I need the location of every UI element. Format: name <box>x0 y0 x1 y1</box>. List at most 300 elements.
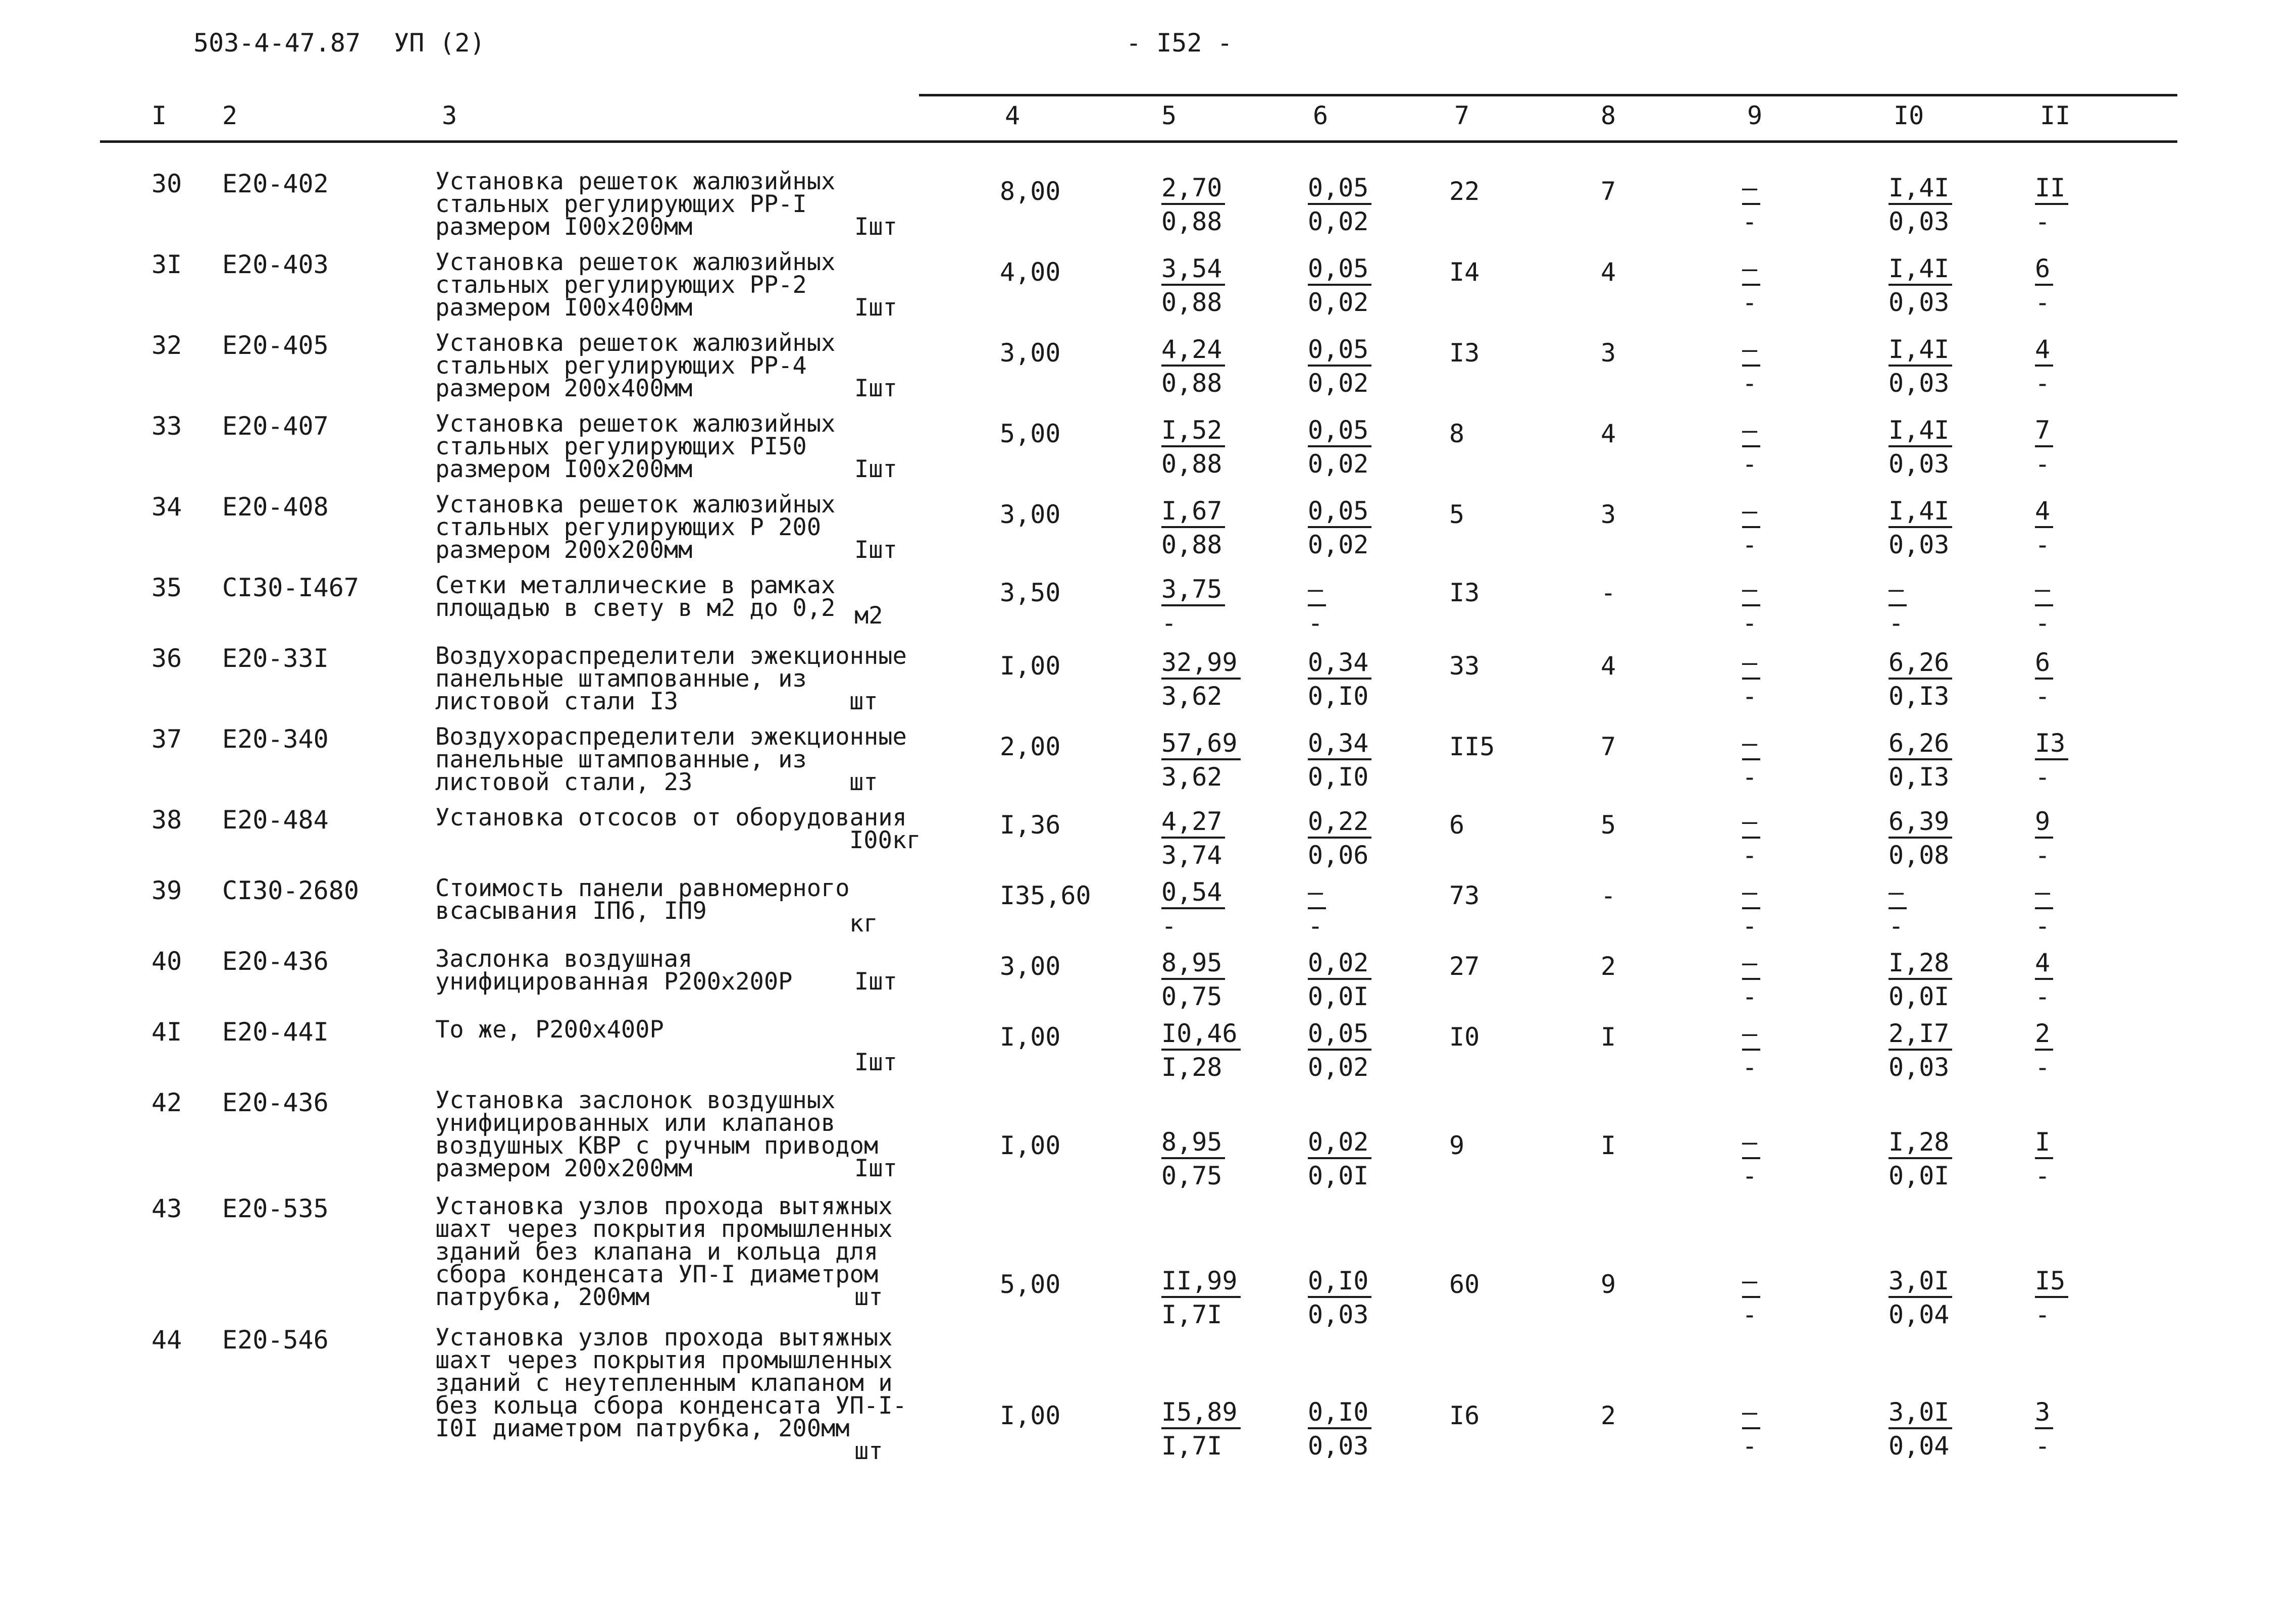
machine-cost-denominator: - <box>1742 530 1758 559</box>
labor-total-numerator: 6 <box>2035 253 2053 286</box>
quantity: 4,00 <box>1000 257 1061 287</box>
total-cost: I3 <box>1449 338 1480 368</box>
cost-per-unit <box>1161 253 1225 319</box>
cost-per-unit-numerator: 8,95 <box>1161 1127 1225 1159</box>
wages-per-unit <box>1308 253 1371 319</box>
machine-cost-denominator: - <box>1742 1300 1758 1329</box>
quantity: 3,00 <box>1000 500 1061 529</box>
labor-per-unit-numerator: 6,39 <box>1889 806 1952 839</box>
rate-code: E20-407 <box>222 411 329 441</box>
rate-code: E20-403 <box>222 250 329 279</box>
labor-total <box>2035 1397 2053 1463</box>
cost-per-unit <box>1161 1018 1241 1084</box>
wages-per-unit <box>1308 728 1371 794</box>
machine-cost-denominator: - <box>1742 982 1758 1011</box>
unit-label: шт <box>849 688 878 715</box>
machine-cost-numerator: – <box>1742 1397 1760 1429</box>
cost-per-unit-denominator: 3,62 <box>1161 762 1222 792</box>
labor-total-denominator: - <box>2035 911 2051 941</box>
work-description: Установка заслонок воздушных унифицированных или клапанов воздушных КВР с ручным приводом размером 200x200мм Iшт <box>435 1086 897 1182</box>
labor-total-numerator: 7 <box>2035 415 2053 447</box>
labor-per-unit-numerator: 3,0I <box>1889 1397 1952 1429</box>
rate-code: E20-405 <box>222 331 329 360</box>
machine-cost <box>1742 415 1760 481</box>
cost-per-unit <box>1161 334 1225 400</box>
labor-per-unit-numerator: I,4I <box>1889 253 1952 286</box>
total-cost: 60 <box>1449 1270 1480 1299</box>
machine-cost-denominator: - <box>1742 207 1758 236</box>
labor-total-denominator: - <box>2035 608 2051 638</box>
row-number: 38 <box>151 805 182 835</box>
machine-cost-numerator: – <box>1742 173 1760 205</box>
row-number: 34 <box>151 492 182 522</box>
machine-cost <box>1742 806 1760 872</box>
total-cost: 9 <box>1449 1131 1465 1160</box>
cost-per-unit <box>1161 574 1225 640</box>
document-section: УП (2) <box>394 28 485 58</box>
total-wages: 3 <box>1601 338 1616 368</box>
quantity: I,00 <box>1000 651 1061 681</box>
rate-code: CI30-I467 <box>222 573 359 602</box>
unit-label: I00кг <box>849 826 921 854</box>
rate-code: E20-436 <box>222 947 329 976</box>
wages-per-unit <box>1308 948 1371 1013</box>
total-wages: 2 <box>1601 952 1616 981</box>
quantity: I,00 <box>1000 1401 1061 1430</box>
cost-per-unit-numerator: 3,75 <box>1161 574 1225 606</box>
cost-per-unit-denominator: I,7I <box>1161 1431 1222 1461</box>
labor-total-numerator: 4 <box>2035 334 2053 367</box>
quantity: I35,60 <box>1000 881 1091 910</box>
wages-per-unit-denominator: 0,02 <box>1308 207 1369 236</box>
total-wages: - <box>1601 881 1616 910</box>
wages-per-unit-numerator: 0,I0 <box>1308 1266 1371 1298</box>
wages-per-unit <box>1308 334 1371 400</box>
labor-total-numerator: 2 <box>2035 1018 2053 1051</box>
cost-per-unit-numerator: I,67 <box>1161 496 1225 528</box>
labor-per-unit <box>1889 877 1907 943</box>
wages-per-unit-numerator: 0,05 <box>1308 253 1371 286</box>
wages-per-unit-denominator: 0,I0 <box>1308 682 1369 711</box>
quantity: 5,00 <box>1000 1270 1061 1299</box>
work-description: Установка отсосов от оборудования I00кг <box>435 804 921 854</box>
wages-per-unit-denominator: 0,I0 <box>1308 762 1369 792</box>
work-description: Стоимость панели равномерного всасывания IП6, IП9 кг <box>435 874 878 938</box>
machine-cost-denominator: - <box>1742 369 1758 398</box>
labor-total <box>2035 877 2053 943</box>
labor-per-unit <box>1889 415 1952 481</box>
wages-per-unit-numerator: 0,05 <box>1308 415 1371 447</box>
machine-cost-numerator: – <box>1742 728 1760 760</box>
labor-total <box>2035 1127 2053 1192</box>
total-cost: I0 <box>1449 1022 1480 1052</box>
total-wages: 7 <box>1601 177 1616 206</box>
machine-cost <box>1742 1266 1760 1331</box>
labor-per-unit <box>1889 334 1952 400</box>
row-number: 30 <box>151 169 182 198</box>
labor-per-unit-denominator: 0,03 <box>1889 449 1950 479</box>
machine-cost <box>1742 948 1760 1013</box>
labor-per-unit <box>1889 574 1907 640</box>
wages-per-unit-denominator: - <box>1308 911 1323 941</box>
cost-per-unit <box>1161 806 1225 872</box>
wages-per-unit <box>1308 1127 1371 1192</box>
row-number: 37 <box>151 724 182 754</box>
wages-per-unit-numerator: 0,05 <box>1308 173 1371 205</box>
total-cost: 8 <box>1449 419 1465 448</box>
rate-code: E20-535 <box>222 1194 329 1223</box>
cost-per-unit-denominator: I,28 <box>1161 1053 1222 1082</box>
labor-total <box>2035 647 2053 713</box>
machine-cost-denominator: - <box>1742 288 1758 317</box>
rate-code: E20-44I <box>222 1017 329 1047</box>
machine-cost-numerator: – <box>1742 496 1760 528</box>
column-header: 6 <box>1313 101 1329 130</box>
column-header: 2 <box>222 101 238 130</box>
cost-per-unit <box>1161 877 1225 943</box>
work-description: Заслонка воздушная унифицированная P200x200P Iшт <box>435 945 897 996</box>
total-wages: I <box>1601 1022 1616 1052</box>
wages-per-unit-denominator: - <box>1308 608 1323 638</box>
total-wages: 5 <box>1601 810 1616 840</box>
row-number: 36 <box>151 644 182 673</box>
machine-cost <box>1742 877 1760 943</box>
cost-per-unit <box>1161 1266 1241 1331</box>
cost-per-unit <box>1161 1397 1241 1463</box>
cost-per-unit-denominator: 0,88 <box>1161 207 1222 236</box>
labor-total-numerator: II <box>2035 173 2068 205</box>
labor-per-unit-denominator: - <box>1889 608 1904 638</box>
unit-label: Iшт <box>854 968 897 996</box>
total-wages: 4 <box>1601 257 1616 287</box>
cost-per-unit <box>1161 1127 1225 1192</box>
cost-per-unit <box>1161 948 1225 1013</box>
machine-cost-denominator: - <box>1742 841 1758 870</box>
labor-total-denominator: - <box>2035 207 2051 236</box>
work-description: То же, P200x400P Iшт <box>435 1016 897 1076</box>
machine-cost-numerator: – <box>1742 948 1760 980</box>
labor-total-numerator: 4 <box>2035 948 2053 980</box>
total-cost: I4 <box>1449 257 1480 287</box>
unit-label: Iшт <box>854 455 897 483</box>
labor-total <box>2035 253 2053 319</box>
labor-per-unit-denominator: 0,03 <box>1889 1053 1950 1082</box>
wages-per-unit <box>1308 574 1326 640</box>
machine-cost <box>1742 334 1760 400</box>
wages-per-unit <box>1308 806 1371 872</box>
labor-total-numerator: 3 <box>2035 1397 2053 1429</box>
machine-cost-denominator: - <box>1742 1431 1758 1461</box>
cost-per-unit-numerator: 2,70 <box>1161 173 1225 205</box>
cost-per-unit-denominator: 0,88 <box>1161 530 1222 559</box>
machine-cost-denominator: - <box>1742 1161 1758 1190</box>
labor-total-numerator: – <box>2035 877 2053 909</box>
labor-total-numerator: I5 <box>2035 1266 2068 1298</box>
total-wages: 9 <box>1601 1270 1616 1299</box>
wages-per-unit-numerator: 0,02 <box>1308 1127 1371 1159</box>
wages-per-unit-numerator: – <box>1308 877 1326 909</box>
labor-per-unit-denominator: 0,03 <box>1889 530 1950 559</box>
unit-label: кг <box>849 910 878 938</box>
machine-cost-numerator: – <box>1742 574 1760 606</box>
work-description: Установка решеток жалюзийных стальных регулирующих PI50 размером I00x200мм Iшт <box>435 410 897 483</box>
cost-per-unit-denominator: I,7I <box>1161 1300 1222 1329</box>
labor-total <box>2035 334 2053 400</box>
machine-cost <box>1742 1397 1760 1463</box>
machine-cost <box>1742 253 1760 319</box>
labor-per-unit-numerator: I,4I <box>1889 415 1952 447</box>
labor-total-denominator: - <box>2035 762 2051 792</box>
labor-total-denominator: - <box>2035 288 2051 317</box>
labor-per-unit <box>1889 496 1952 561</box>
column-header: 8 <box>1601 101 1616 130</box>
labor-per-unit-numerator: – <box>1889 877 1907 909</box>
wages-per-unit-denominator: 0,02 <box>1308 449 1369 479</box>
labor-total-numerator: 4 <box>2035 496 2053 528</box>
cost-per-unit-numerator: I,52 <box>1161 415 1225 447</box>
column-header: 9 <box>1747 101 1763 130</box>
row-number: 33 <box>151 411 182 441</box>
quantity: 8,00 <box>1000 177 1061 206</box>
row-number: 32 <box>151 331 182 360</box>
total-cost: 6 <box>1449 810 1465 840</box>
rate-code: E20-546 <box>222 1325 329 1355</box>
labor-total <box>2035 948 2053 1013</box>
wages-per-unit <box>1308 173 1371 238</box>
cost-per-unit-numerator: 32,99 <box>1161 647 1241 680</box>
wages-per-unit-denominator: 0,0I <box>1308 982 1369 1011</box>
wages-per-unit-numerator: 0,05 <box>1308 496 1371 528</box>
total-wages: 7 <box>1601 732 1616 761</box>
work-description: Воздухораспределители эжекционные панельные штампованные, из листовой стали, 23 шт <box>435 723 907 796</box>
row-number: 35 <box>151 573 182 602</box>
labor-total-denominator: - <box>2035 1161 2051 1190</box>
cost-per-unit-denominator: 0,88 <box>1161 369 1222 398</box>
labor-total <box>2035 496 2053 561</box>
total-wages: 3 <box>1601 500 1616 529</box>
labor-per-unit-denominator: 0,03 <box>1889 207 1950 236</box>
cost-per-unit <box>1161 728 1241 794</box>
labor-per-unit <box>1889 948 1952 1013</box>
wages-per-unit <box>1308 415 1371 481</box>
machine-cost-numerator: – <box>1742 1266 1760 1298</box>
labor-total <box>2035 1018 2053 1084</box>
labor-per-unit-numerator: 3,0I <box>1889 1266 1952 1298</box>
total-wages: 4 <box>1601 419 1616 448</box>
unit-label: Iшт <box>854 375 897 402</box>
machine-cost-denominator: - <box>1742 911 1758 941</box>
wages-per-unit-numerator: 0,05 <box>1308 334 1371 367</box>
machine-cost <box>1742 1018 1760 1084</box>
cost-per-unit-denominator: 3,74 <box>1161 841 1222 870</box>
labor-total-denominator: - <box>2035 682 2051 711</box>
machine-cost-numerator: – <box>1742 253 1760 286</box>
rate-code: E20-436 <box>222 1088 329 1117</box>
row-number: 3I <box>151 250 182 279</box>
wages-per-unit-numerator: 0,05 <box>1308 1018 1371 1051</box>
labor-total-denominator: - <box>2035 1431 2051 1461</box>
total-wages: I <box>1601 1131 1616 1160</box>
machine-cost-denominator: - <box>1742 762 1758 792</box>
labor-per-unit-numerator: I,28 <box>1889 1127 1952 1159</box>
total-cost: 73 <box>1449 881 1480 910</box>
machine-cost-denominator: - <box>1742 449 1758 479</box>
labor-total-denominator: - <box>2035 449 2051 479</box>
labor-total <box>2035 415 2053 481</box>
cost-per-unit-denominator: 0,88 <box>1161 288 1222 317</box>
labor-per-unit-numerator: 6,26 <box>1889 647 1952 680</box>
machine-cost-numerator: – <box>1742 334 1760 367</box>
machine-cost-numerator: – <box>1742 1018 1760 1051</box>
labor-total <box>2035 806 2053 872</box>
cost-per-unit-numerator: II,99 <box>1161 1266 1241 1298</box>
wages-per-unit <box>1308 496 1371 561</box>
labor-per-unit-denominator: 0,I3 <box>1889 762 1950 792</box>
cost-per-unit-numerator: 57,69 <box>1161 728 1241 760</box>
labor-total-numerator: – <box>2035 574 2053 606</box>
machine-cost-denominator: - <box>1742 682 1758 711</box>
wages-per-unit-denominator: 0,02 <box>1308 530 1369 559</box>
column-header: 7 <box>1454 101 1470 130</box>
row-number: 43 <box>151 1194 182 1223</box>
labor-per-unit-numerator: I,28 <box>1889 948 1952 980</box>
work-description: Установка решеток жалюзийных стальных регулирующих PP-4 размером 200x400мм Iшт <box>435 329 897 402</box>
total-wages: - <box>1601 578 1616 607</box>
wages-per-unit <box>1308 1266 1371 1331</box>
work-description: Установка узлов прохода вытяжных шахт через покрытия промышленных зданий без клапана и кольца для сбора конденсата УП-I диаметром патрубка, 200мм шт <box>435 1192 893 1311</box>
cost-per-unit-denominator: 3,62 <box>1161 682 1222 711</box>
wages-per-unit-denominator: 0,0I <box>1308 1161 1369 1190</box>
labor-per-unit-denominator: 0,03 <box>1889 288 1950 317</box>
row-number: 39 <box>151 876 182 905</box>
labor-total-denominator: - <box>2035 369 2051 398</box>
machine-cost <box>1742 173 1760 238</box>
cost-per-unit-denominator: 0,75 <box>1161 982 1222 1011</box>
labor-total-numerator: I3 <box>2035 728 2068 760</box>
work-description: Установка решеток жалюзийных стальных регулирующих PP-I размером I00x200мм Iшт <box>435 168 897 241</box>
page-number: - I52 - <box>1126 28 1233 58</box>
labor-per-unit-numerator: 6,26 <box>1889 728 1952 760</box>
total-cost: 33 <box>1449 651 1480 681</box>
labor-per-unit <box>1889 728 1952 794</box>
machine-cost <box>1742 496 1760 561</box>
machine-cost-numerator: – <box>1742 806 1760 839</box>
machine-cost-numerator: – <box>1742 415 1760 447</box>
header-rule-bottom <box>100 140 2177 143</box>
labor-per-unit-denominator: 0,0I <box>1889 982 1950 1011</box>
unit-label: м2 <box>854 602 883 630</box>
cost-per-unit-numerator: 0,54 <box>1161 877 1225 909</box>
labor-per-unit-denominator: 0,03 <box>1889 369 1950 398</box>
labor-total-denominator: - <box>2035 841 2051 870</box>
wages-per-unit-numerator: 0,34 <box>1308 728 1371 760</box>
labor-per-unit <box>1889 647 1952 713</box>
cost-per-unit <box>1161 496 1225 561</box>
wages-per-unit <box>1308 877 1326 943</box>
machine-cost-denominator: - <box>1742 1053 1758 1082</box>
total-wages: 2 <box>1601 1401 1616 1430</box>
unit-label: Iшт <box>854 294 897 322</box>
labor-per-unit-denominator: 0,04 <box>1889 1431 1950 1461</box>
cost-per-unit-numerator: 4,24 <box>1161 334 1225 367</box>
cost-per-unit-numerator: 4,27 <box>1161 806 1225 839</box>
document-code: 503-4-47.87 <box>193 28 361 58</box>
cost-per-unit-denominator: - <box>1161 911 1177 941</box>
machine-cost-numerator: – <box>1742 1127 1760 1159</box>
labor-total-numerator: I <box>2035 1127 2053 1159</box>
labor-per-unit-denominator: 0,I3 <box>1889 682 1950 711</box>
machine-cost <box>1742 1127 1760 1192</box>
quantity: 5,00 <box>1000 419 1061 448</box>
wages-per-unit-numerator: 0,34 <box>1308 647 1371 680</box>
wages-per-unit-numerator: 0,I0 <box>1308 1397 1371 1429</box>
column-header: I <box>151 101 167 130</box>
unit-label: Iшт <box>854 1155 897 1182</box>
row-number: 44 <box>151 1325 182 1355</box>
quantity: 2,00 <box>1000 732 1061 761</box>
labor-total-numerator: 9 <box>2035 806 2053 839</box>
quantity: 3,00 <box>1000 952 1061 981</box>
column-header: 5 <box>1161 101 1177 130</box>
wages-per-unit-numerator: – <box>1308 574 1326 606</box>
labor-per-unit-denominator: 0,0I <box>1889 1161 1950 1190</box>
labor-per-unit <box>1889 1266 1952 1331</box>
labor-total-numerator: 6 <box>2035 647 2053 680</box>
total-cost: I6 <box>1449 1401 1480 1430</box>
labor-total-denominator: - <box>2035 530 2051 559</box>
cost-per-unit <box>1161 415 1225 481</box>
total-cost: 5 <box>1449 500 1465 529</box>
column-header: 3 <box>442 101 457 130</box>
unit-label: шт <box>854 1283 883 1311</box>
labor-total <box>2035 574 2053 640</box>
unit-label: шт <box>849 768 878 796</box>
labor-per-unit <box>1889 253 1952 319</box>
cost-per-unit-denominator: 0,88 <box>1161 449 1222 479</box>
machine-cost-denominator: - <box>1742 608 1758 638</box>
rate-code: E20-408 <box>222 492 329 522</box>
labor-total <box>2035 728 2068 794</box>
wages-per-unit-denominator: 0,03 <box>1308 1300 1369 1329</box>
wages-per-unit-denominator: 0,02 <box>1308 288 1369 317</box>
work-description: Сетки металлические в рамках площадью в свету в м2 до 0,2 м2 <box>435 572 883 630</box>
labor-per-unit-numerator: I,4I <box>1889 496 1952 528</box>
cost-per-unit <box>1161 647 1241 713</box>
labor-per-unit <box>1889 1018 1952 1084</box>
unit-label: Iшт <box>854 1049 897 1076</box>
machine-cost <box>1742 647 1760 713</box>
row-number: 4I <box>151 1017 182 1047</box>
total-wages: 4 <box>1601 651 1616 681</box>
wages-per-unit-denominator: 0,02 <box>1308 1053 1369 1082</box>
wages-per-unit-denominator: 0,06 <box>1308 841 1369 870</box>
labor-total <box>2035 1266 2068 1331</box>
quantity: I,36 <box>1000 810 1061 840</box>
machine-cost <box>1742 728 1760 794</box>
rate-code: CI30-2680 <box>222 876 359 905</box>
labor-per-unit-numerator: I,4I <box>1889 173 1952 205</box>
wages-per-unit <box>1308 647 1371 713</box>
cost-per-unit-numerator: I5,89 <box>1161 1397 1241 1429</box>
labor-per-unit <box>1889 1127 1952 1192</box>
rate-code: E20-340 <box>222 724 329 754</box>
column-header: II <box>2040 101 2071 130</box>
row-number: 42 <box>151 1088 182 1117</box>
column-header: I0 <box>1894 101 1924 130</box>
quantity: 3,00 <box>1000 338 1061 368</box>
wages-per-unit-numerator: 0,02 <box>1308 948 1371 980</box>
work-description: Установка решеток жалюзийных стальных регулирующих PP-2 размером I00x400мм Iшт <box>435 248 897 322</box>
